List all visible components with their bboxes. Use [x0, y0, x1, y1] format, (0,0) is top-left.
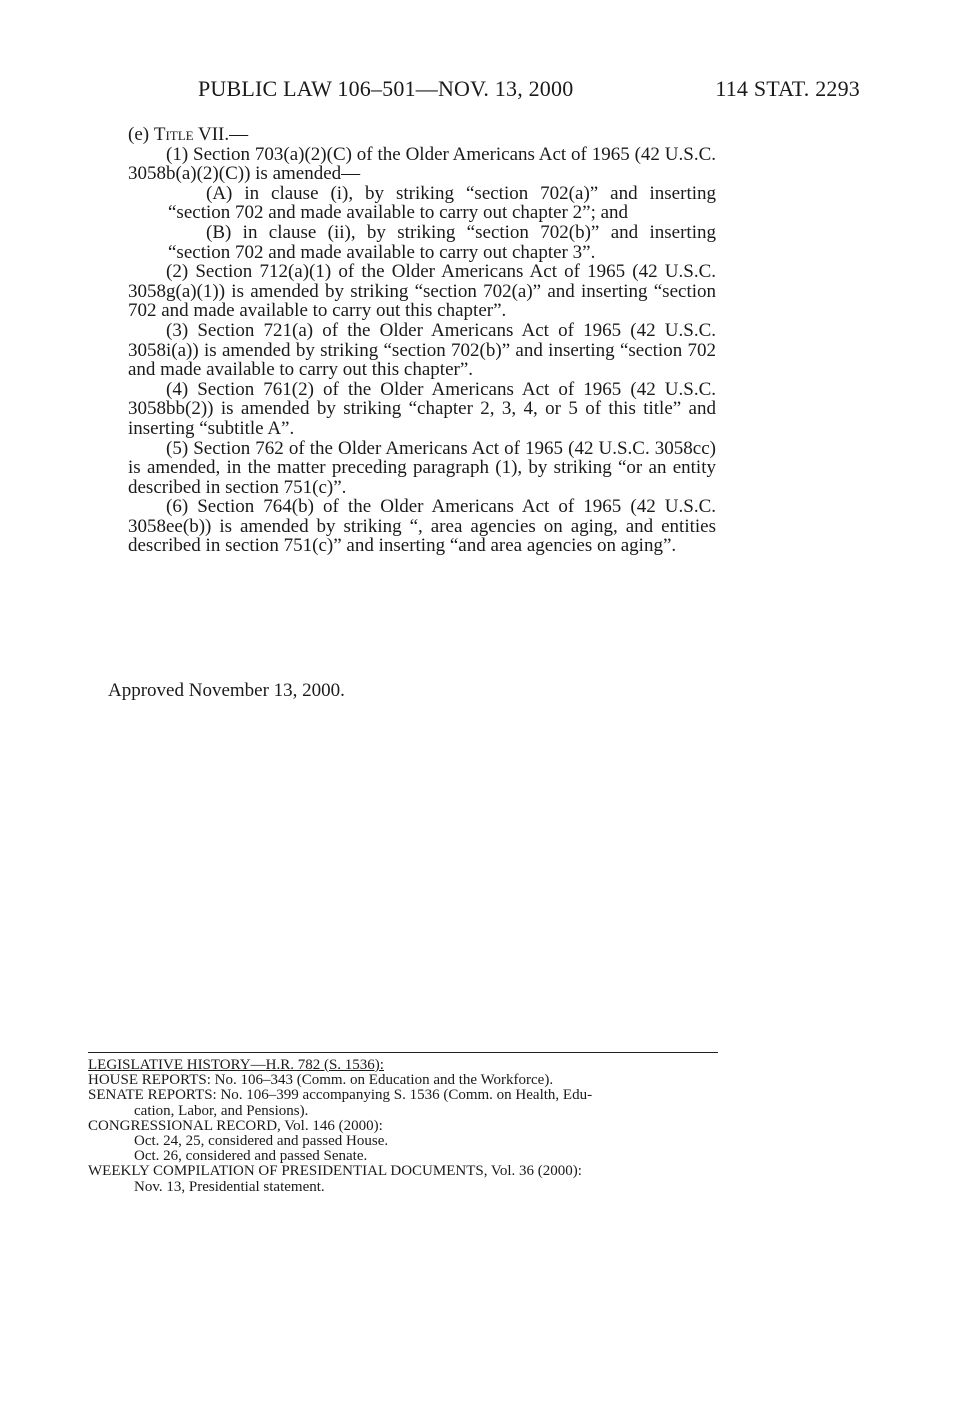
stat-page-number: 114 STAT. 2293 [715, 76, 860, 101]
approval-date: Approved November 13, 2000. [108, 680, 345, 701]
weekly-compilation: WEEKLY COMPILATION OF PRESIDENTIAL DOCUMENTS, Vol. 36 (2000): [88, 1163, 582, 1180]
paragraph-5: (5) Section 762 of the Older Americans Act of 1965 (42 U.S.C. 3058cc) is amended, in the matter preceding paragraph (1), by striking “or an entity described in section 751(c)”. [128, 437, 716, 498]
congressional-record-item: Oct. 26, considered and passed Senate. [134, 1148, 368, 1165]
paragraph-4: (4) Section 761(2) of the Older Americans Act of 1965 (42 U.S.C. 3058bb(2)) is amended by striking “chapter 2, 3, 4, or 5 of this title” and inserting “subtitle A”. [128, 378, 716, 439]
subparagraph-b: (B) in clause (ii), by striking “section 702(b)” and inserting “section 702 and made available to carry out chapter 3”. [168, 221, 716, 263]
footnote-divider [88, 1052, 718, 1053]
running-head: PUBLIC LAW 106–501—NOV. 13, 2000 [198, 76, 574, 101]
paragraph-1: (1) Section 703(a)(2)(C) of the Older Americans Act of 1965 (42 U.S.C. 3058b(a)(2)(C)) is amended— [128, 143, 716, 185]
title-heading [128, 125, 716, 145]
paragraph-2: (2) Section 712(a)(1) of the Older Americans Act of 1965 (42 U.S.C. 3058g(a)(1)) is amended by striking “section 702(a)” and inserting “section 702 and made available to carry out this chapter”. [128, 261, 716, 322]
congressional-record: CONGRESSIONAL RECORD, Vol. 146 (2000): [88, 1117, 383, 1134]
senate-reports-continued: cation, Labor, and Pensions). [134, 1102, 309, 1119]
title-label: Title VII [153, 124, 225, 145]
house-reports: HOUSE REPORTS: No. 106–343 (Comm. on Education and the Workforce). [88, 1072, 554, 1089]
paragraph-6: (6) Section 764(b) of the Older Americans Act of 1965 (42 U.S.C. 3058ee(b)) is amended by striking “, area agencies on aging, and entities described in section 751(c)” and inserting “and area agencies on aging”. [128, 496, 716, 557]
congressional-record-item: Oct. 24, 25, considered and passed House. [134, 1133, 389, 1150]
section-text [128, 125, 716, 556]
weekly-compilation-item: Nov. 13, Presidential statement. [134, 1178, 325, 1195]
title-prefix: (e) [128, 124, 154, 145]
legislative-history [88, 1058, 718, 1195]
paragraph-3: (3) Section 721(a) of the Older Americans Act of 1965 (42 U.S.C. 3058i(a)) is amended by striking “section 702(b)” and inserting “section 702 and made available to carry out this chapter”. [128, 319, 716, 381]
history-title: LEGISLATIVE HISTORY—H.R. 782 (S. 1536): [88, 1057, 384, 1073]
senate-reports: SENATE REPORTS: No. 106–399 accompanying S. 1536 (Comm. on Health, Edu- [88, 1087, 593, 1104]
subparagraph-a: (A) in clause (i), by striking “section 702(a)” and inserting “section 702 and made available to carry out chapter 2”; and [168, 182, 716, 224]
title-suffix: .— [224, 124, 249, 145]
